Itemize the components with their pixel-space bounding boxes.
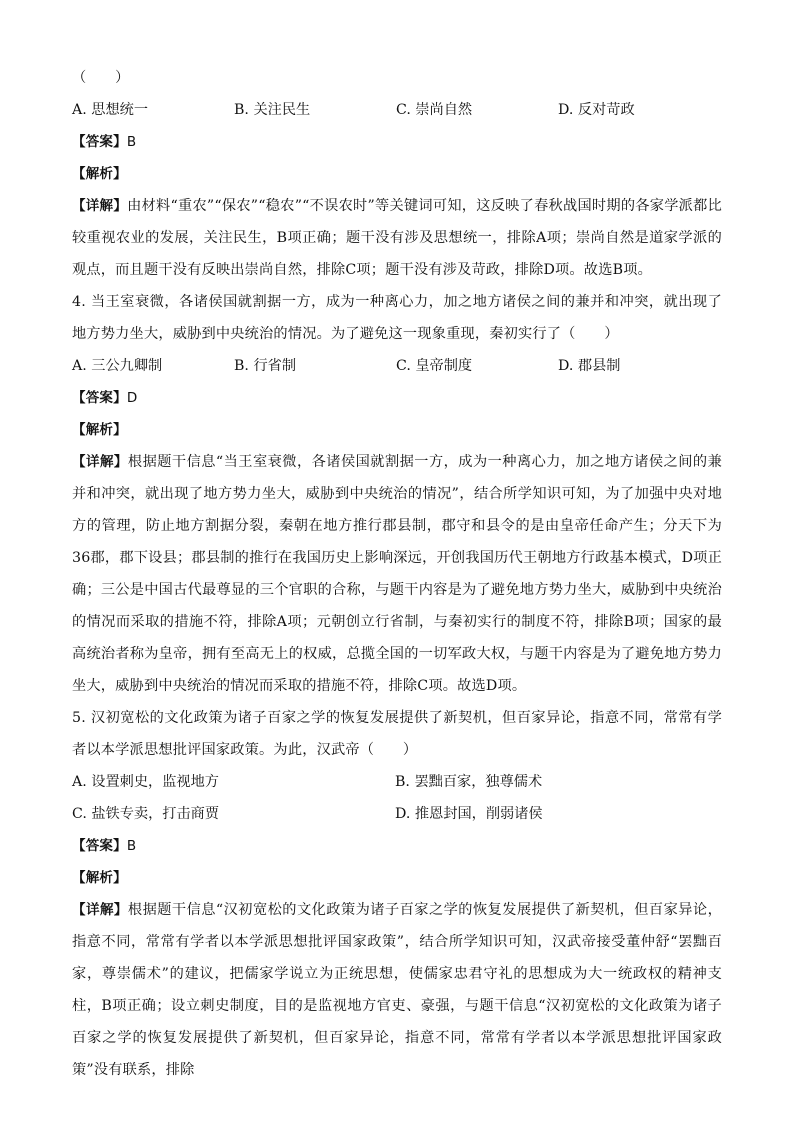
q5-stem: 5. 汉初宽松的文化政策为诸子百家之学的恢复发展提供了新契机，但百家异论，指意不同，常常有学者以本学派思想批评国家政策。为此，汉武帝（ ）	[72, 710, 722, 758]
document-page	[72, 62, 722, 1086]
q3-detail-tag: 【详解】	[72, 198, 128, 214]
q4-option-d: D. 郡县制	[558, 358, 621, 374]
q3-option-b: B. 关注民生	[234, 102, 311, 118]
q5-option-c: C. 盐铁专卖，打击商贾	[72, 806, 220, 822]
q3-option-c: C. 崇尚自然	[396, 102, 473, 118]
q3-answer-tag: 【答案】	[72, 134, 127, 150]
q3-analysis-line	[72, 158, 722, 190]
q4-answer: D	[126, 390, 138, 406]
q4-analysis-line	[72, 414, 722, 446]
q4-options	[72, 350, 722, 382]
q3-detail-text: 由材料“重农”“保农”“稳农”“不误农时”等关键词可知，这反映了春秋战国时期的各家学派都比较重视农业的发展，关注民生，B项正确；题干没有涉及思想统一，排除A项；崇尚自然是道家学派的观点，而且题干没有反映出崇尚自然，排除C项；题干没有涉及苛政，排除D项。故选B项。	[72, 198, 722, 278]
q3-option-d: D. 反对苛政	[558, 102, 635, 118]
q3-stem-tail: （ ）	[72, 70, 130, 86]
q5-option-a: A. 设置刺史，监视地方	[72, 774, 219, 790]
q4-option-b: B. 行省制	[234, 358, 297, 374]
q4-answer-tag: 【答案】	[72, 390, 127, 406]
q4-stem: 4. 当王室衰微，各诸侯国就割据一方，成为一种离心力，加之地方诸侯之间的兼并和冲突，就出现了地方势力坐大，威胁到中央统治的情况。为了避免这一现象重现，秦初实行了（ ）	[72, 294, 722, 342]
q4-answer-line	[72, 382, 722, 414]
q5-option-b: B. 罢黜百家，独尊儒术	[395, 774, 543, 790]
q5-options-row2	[72, 798, 722, 830]
q5-answer-tag: 【答案】	[72, 838, 127, 854]
q3-answer: B	[126, 134, 137, 150]
q5-detail-tag: 【详解】	[72, 902, 128, 918]
q3-option-a: A. 思想统一	[72, 102, 149, 118]
q4-option-c: C. 皇帝制度	[396, 358, 473, 374]
q5-option-d: D. 推恩封国，削弱诸侯	[395, 806, 543, 822]
q5-detail	[72, 894, 722, 1086]
q5-answer: B	[126, 838, 137, 854]
q3-analysis-tag: 【解析】	[72, 166, 127, 182]
q4-option-a: A. 三公九卿制	[72, 358, 163, 374]
q3-options	[72, 94, 722, 126]
q3-detail	[72, 190, 722, 286]
q5-options-row1	[72, 766, 722, 798]
q5-detail-text: 根据题干信息“汉初宽松的文化政策为诸子百家之学的恢复发展提供了新契机，但百家异论，指意不同，常常有学者以本学派思想批评国家政策”，结合所学知识可知，汉武帝接受董仲舒“罢黜百家，尊崇儒术”的建议，把儒家学说立为正统思想，使儒家忠君守礼的思想成为大一统政权的精神支柱，B项正确；设立刺史制度，目的是监视地方官吏、豪强，与题干信息“汉初宽松的文化政策为诸子百家之学的恢复发展提供了新契机，但百家异论，指意不同，常常有学者以本学派思想批评国家政策”没有联系，排除	[72, 902, 722, 1078]
q4-detail-tag: 【详解】	[72, 454, 128, 470]
q3-answer-line	[72, 126, 722, 158]
q5-analysis-tag: 【解析】	[72, 870, 127, 886]
q5-analysis-line	[72, 862, 722, 894]
q4-analysis-tag: 【解析】	[72, 422, 127, 438]
q5-answer-line	[72, 830, 722, 862]
q4-detail-text: 根据题干信息“当王室衰微，各诸侯国就割据一方，成为一种离心力，加之地方诸侯之间的兼并和冲突，就出现了地方势力坐大，威胁到中央统治的情况”，结合所学知识可知，为了加强中央对地方的管理，防止地方割据分裂，秦朝在地方推行郡县制，郡守和县令的是由皇帝任命产生；分天下为36郡，郡下设县；郡县制的推行在我国历史上影响深远，开创我国历代王朝地方行政基本模式，D项正确；三公是中国古代最尊显的三个官职的合称，与题干内容是为了避免地方势力坐大，威胁到中央统治的情况而采取的措施不符，排除A项；元朝创立行省制，与秦初实行的制度不符，排除B项；国家的最高统治者称为皇帝，拥有至高无上的权威，总揽全国的一切军政大权，与题干内容是为了避免地方势力坐大，威胁到中央统治的情况而采取的措施不符，排除C项。故选D项。	[72, 454, 722, 694]
q4-detail	[72, 446, 722, 702]
